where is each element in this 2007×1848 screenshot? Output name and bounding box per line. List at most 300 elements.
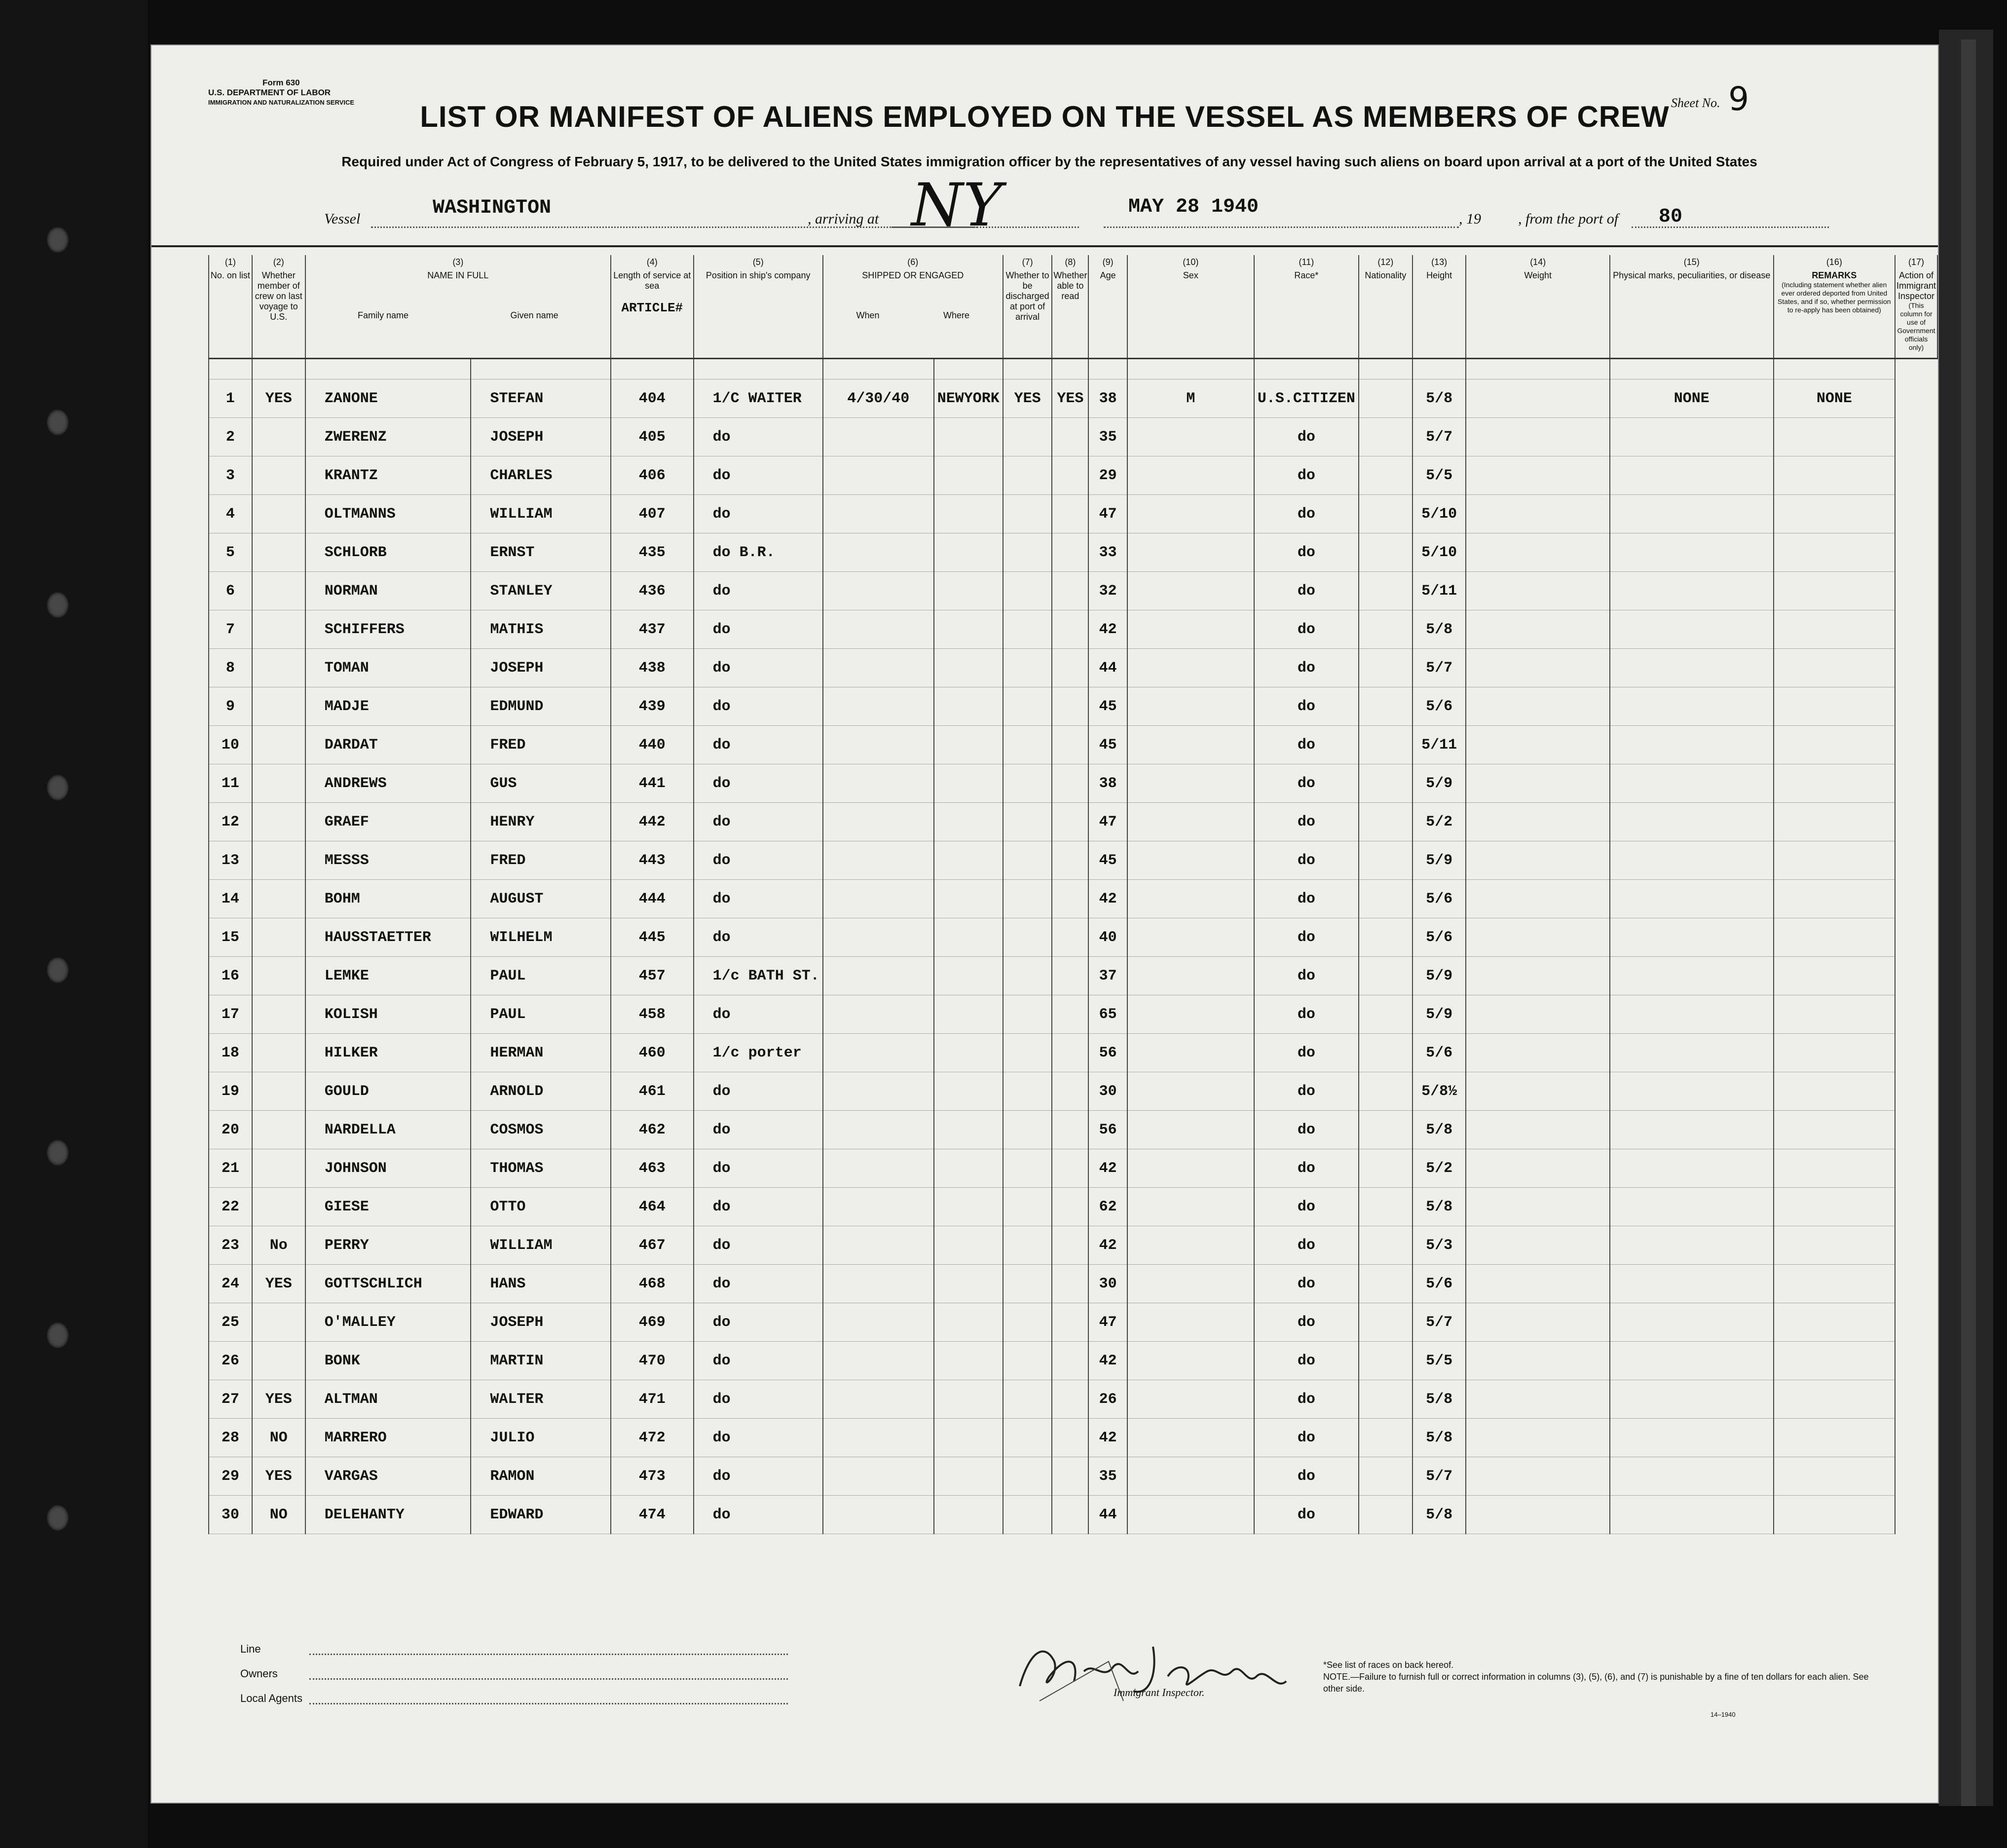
discharged-cell: [1003, 995, 1052, 1034]
height-cell: 5/8: [1412, 1188, 1466, 1226]
able-to-read-cell: [1052, 1419, 1088, 1457]
row-number: 10: [209, 726, 252, 764]
page-subtitle: Required under Act of Congress of February 5, 1917, to be delivered to the United States immigration officer by the representatives of any vessel having such aliens on board upon arrival at a port of the United States: [341, 154, 1757, 169]
position-cell: do: [694, 1226, 823, 1265]
able-to-read-cell: [1052, 841, 1088, 880]
position-cell: do: [694, 649, 823, 687]
local-agents-field: [240, 1686, 302, 1711]
physical-marks-cell: [1610, 957, 1774, 995]
height-cell: 5/2: [1412, 803, 1466, 841]
physical-marks-cell: [1610, 1149, 1774, 1188]
service-length-cell: 437: [611, 610, 694, 649]
family-name-cell: O'MALLEY: [305, 1303, 471, 1342]
height-cell: 5/8: [1412, 1111, 1466, 1149]
family-name-cell: HILKER: [305, 1034, 471, 1072]
discharged-cell: [1003, 687, 1052, 726]
able-to-read-cell: [1052, 418, 1088, 456]
service-length-cell: 443: [611, 841, 694, 880]
table-row: [209, 995, 1937, 1034]
age-cell: 56: [1088, 1111, 1127, 1149]
physical-marks-cell: [1610, 610, 1774, 649]
remarks-cell: [1774, 1265, 1895, 1303]
family-name-cell: JOHNSON: [305, 1149, 471, 1188]
nationality-cell: [1359, 1419, 1412, 1457]
last-voyage-cell: [252, 610, 305, 649]
last-voyage-cell: [252, 726, 305, 764]
remarks-cell: [1774, 572, 1895, 610]
row-number: 9: [209, 687, 252, 726]
family-name-cell: ZANONE: [305, 379, 471, 418]
family-name-cell: PERRY: [305, 1226, 471, 1265]
form-number: Form 630: [262, 78, 300, 87]
manifest-sheet: [150, 44, 1939, 1804]
family-name-cell: GRAEF: [305, 803, 471, 841]
nationality-cell: [1359, 1188, 1412, 1226]
age-cell: 42: [1088, 1149, 1127, 1188]
discharged-cell: [1003, 495, 1052, 533]
sex-cell: [1127, 841, 1254, 880]
family-name-cell: MARRERO: [305, 1419, 471, 1457]
shipped-when-cell: [823, 610, 934, 649]
last-voyage-cell: [252, 418, 305, 456]
shipped-where-cell: [934, 1303, 1003, 1342]
physical-marks-cell: [1610, 1303, 1774, 1342]
shipped-when-cell: [823, 957, 934, 995]
row-number: 8: [209, 649, 252, 687]
remarks-cell: [1774, 841, 1895, 880]
race-cell: do: [1254, 1111, 1359, 1149]
physical-marks-cell: [1610, 456, 1774, 495]
given-name-cell: STANLEY: [471, 572, 610, 610]
height-cell: 5/8½: [1412, 1072, 1466, 1111]
shipped-where-cell: [934, 1111, 1003, 1149]
height-cell: 5/8: [1412, 1496, 1466, 1534]
race-cell: do: [1254, 1303, 1359, 1342]
shipped-where-cell: [934, 957, 1003, 995]
height-cell: 5/9: [1412, 995, 1466, 1034]
inspector-note: (This column for use of Government officials only): [1897, 302, 1935, 351]
line-label: Line: [240, 1643, 261, 1655]
service-length-cell: 441: [611, 764, 694, 803]
shipped-where-cell: [934, 880, 1003, 918]
age-cell: 56: [1088, 1034, 1127, 1072]
remarks-cell: [1774, 918, 1895, 957]
shipped-where-cell: NEWYORK: [934, 379, 1003, 418]
remarks-cell: [1774, 495, 1895, 533]
nationality-cell: [1359, 495, 1412, 533]
given-name-cell: PAUL: [471, 957, 610, 995]
column-header-read: (8) Whether able to read: [1052, 255, 1088, 359]
table-row: [209, 1342, 1937, 1380]
shipped-when-cell: 4/30/40: [823, 379, 934, 418]
position-cell: do: [694, 687, 823, 726]
shipped-when-cell: [823, 418, 934, 456]
race-cell: do: [1254, 1496, 1359, 1534]
shipped-when-cell: [823, 841, 934, 880]
age-cell: 47: [1088, 803, 1127, 841]
discharged-cell: [1003, 533, 1052, 572]
sex-cell: M: [1127, 379, 1254, 418]
race-cell: do: [1254, 1149, 1359, 1188]
service-length-cell: 473: [611, 1457, 694, 1496]
row-number: 1: [209, 379, 252, 418]
remarks-cell: [1774, 687, 1895, 726]
last-voyage-cell: [252, 1303, 305, 1342]
service-length-cell: 468: [611, 1265, 694, 1303]
given-name-cell: ERNST: [471, 533, 610, 572]
shipped-where-cell: [934, 418, 1003, 456]
remarks-cell: [1774, 764, 1895, 803]
position-cell: do: [694, 495, 823, 533]
height-cell: 5/6: [1412, 918, 1466, 957]
service-length-cell: 457: [611, 957, 694, 995]
discharged-cell: [1003, 610, 1052, 649]
age-cell: 44: [1088, 1496, 1127, 1534]
service-length-cell: 458: [611, 995, 694, 1034]
age-cell: 37: [1088, 957, 1127, 995]
shipped-where-cell: [934, 1342, 1003, 1380]
row-number: 28: [209, 1419, 252, 1457]
row-number: 21: [209, 1149, 252, 1188]
position-cell: 1/C WAITER: [694, 379, 823, 418]
nationality-cell: [1359, 1034, 1412, 1072]
service-length-cell: 470: [611, 1342, 694, 1380]
punch-hole: [47, 592, 69, 618]
row-number: 26: [209, 1342, 252, 1380]
sex-cell: [1127, 1072, 1254, 1111]
table-row: [209, 1380, 1937, 1419]
race-note: *See list of races on back hereof.: [1323, 1660, 1454, 1670]
service-length-cell: 460: [611, 1034, 694, 1072]
given-name-cell: WILLIAM: [471, 1226, 610, 1265]
last-voyage-cell: [252, 533, 305, 572]
race-cell: do: [1254, 1380, 1359, 1419]
position-cell: do: [694, 764, 823, 803]
able-to-read-cell: [1052, 1149, 1088, 1188]
service-length-cell: 469: [611, 1303, 694, 1342]
shipped-where-cell: [934, 495, 1003, 533]
remarks-cell: [1774, 803, 1895, 841]
weight-cell: [1466, 1034, 1609, 1072]
family-name-cell: BOHM: [305, 880, 471, 918]
sex-cell: [1127, 1226, 1254, 1265]
nationality-cell: [1359, 649, 1412, 687]
last-voyage-cell: [252, 1149, 305, 1188]
service-length-cell: 464: [611, 1188, 694, 1226]
last-voyage-cell: [252, 918, 305, 957]
given-name-cell: EDMUND: [471, 687, 610, 726]
punch-hole: [47, 957, 69, 983]
given-name-cell: PAUL: [471, 995, 610, 1034]
remarks-cell: [1774, 880, 1895, 918]
table-row: [209, 1303, 1937, 1342]
given-name-cell: COSMOS: [471, 1111, 610, 1149]
sex-cell: [1127, 1457, 1254, 1496]
nationality-cell: [1359, 841, 1412, 880]
shipped-where-cell: [934, 1380, 1003, 1419]
given-name-cell: GUS: [471, 764, 610, 803]
last-voyage-cell: YES: [252, 1457, 305, 1496]
given-name-cell: WILLIAM: [471, 495, 610, 533]
row-number: 3: [209, 456, 252, 495]
age-cell: 38: [1088, 764, 1127, 803]
last-voyage-cell: [252, 572, 305, 610]
race-cell: do: [1254, 1034, 1359, 1072]
table-row: [209, 418, 1937, 456]
service-length-cell: 445: [611, 918, 694, 957]
shipped-when-cell: [823, 572, 934, 610]
shipped-where-cell: [934, 803, 1003, 841]
height-cell: 5/5: [1412, 1342, 1466, 1380]
physical-marks-cell: [1610, 1034, 1774, 1072]
shipped-when-cell: [823, 649, 934, 687]
row-number: 24: [209, 1265, 252, 1303]
weight-cell: [1466, 1457, 1609, 1496]
weight-cell: [1466, 533, 1609, 572]
weight-cell: [1466, 726, 1609, 764]
position-cell: do: [694, 918, 823, 957]
remarks-cell: [1774, 1496, 1895, 1534]
last-voyage-cell: [252, 1072, 305, 1111]
vessel-line: [324, 171, 1656, 240]
sheet-number: 9: [1728, 80, 1749, 118]
nationality-cell: [1359, 1342, 1412, 1380]
remarks-cell: [1774, 1380, 1895, 1419]
service-length-cell: 435: [611, 533, 694, 572]
punch-hole: [47, 1322, 69, 1348]
physical-marks-cell: [1610, 841, 1774, 880]
sex-cell: [1127, 456, 1254, 495]
sex-cell: [1127, 533, 1254, 572]
last-voyage-cell: NO: [252, 1496, 305, 1534]
last-voyage-cell: [252, 495, 305, 533]
remarks-cell: [1774, 726, 1895, 764]
height-cell: 5/8: [1412, 610, 1466, 649]
nationality-cell: [1359, 687, 1412, 726]
shipped-where-cell: [934, 456, 1003, 495]
age-cell: 26: [1088, 1380, 1127, 1419]
race-cell: do: [1254, 880, 1359, 918]
family-name-cell: BONK: [305, 1342, 471, 1380]
sex-cell: [1127, 495, 1254, 533]
physical-marks-cell: [1610, 918, 1774, 957]
shipped-when-cell: [823, 880, 934, 918]
service-length-cell: 471: [611, 1380, 694, 1419]
able-to-read-cell: [1052, 1303, 1088, 1342]
weight-cell: [1466, 687, 1609, 726]
able-to-read-cell: [1052, 456, 1088, 495]
shipped-where-cell: [934, 1226, 1003, 1265]
service-length-cell: 436: [611, 572, 694, 610]
binder-strip: [0, 0, 148, 1848]
service-length-cell: 472: [611, 1419, 694, 1457]
row-number: 11: [209, 764, 252, 803]
able-to-read-cell: [1052, 995, 1088, 1034]
height-cell: 5/7: [1412, 1303, 1466, 1342]
able-to-read-cell: [1052, 610, 1088, 649]
row-number: 12: [209, 803, 252, 841]
position-cell: 1/c porter: [694, 1034, 823, 1072]
race-cell: do: [1254, 1419, 1359, 1457]
given-name-cell: FRED: [471, 726, 610, 764]
subheader-given-name: Given name: [510, 310, 558, 320]
weight-cell: [1466, 456, 1609, 495]
sex-cell: [1127, 995, 1254, 1034]
table-row: [209, 456, 1937, 495]
age-cell: 30: [1088, 1265, 1127, 1303]
race-cell: do: [1254, 610, 1359, 649]
nationality-cell: [1359, 1457, 1412, 1496]
given-name-cell: THOMAS: [471, 1149, 610, 1188]
weight-cell: [1466, 1265, 1609, 1303]
shipped-when-cell: [823, 1149, 934, 1188]
remarks-cell: [1774, 1034, 1895, 1072]
table-row: [209, 726, 1937, 764]
height-cell: 5/9: [1412, 957, 1466, 995]
shipped-where-cell: [934, 572, 1003, 610]
age-cell: 42: [1088, 880, 1127, 918]
height-cell: 5/8: [1412, 379, 1466, 418]
physical-marks-cell: [1610, 726, 1774, 764]
table-row: [209, 918, 1937, 957]
sex-cell: [1127, 418, 1254, 456]
position-cell: do: [694, 841, 823, 880]
physical-marks-cell: [1610, 687, 1774, 726]
table-row: [209, 572, 1937, 610]
weight-cell: [1466, 418, 1609, 456]
nationality-cell: [1359, 1072, 1412, 1111]
physical-marks-cell: [1610, 1380, 1774, 1419]
shipped-when-cell: [823, 1303, 934, 1342]
shipped-where-cell: [934, 764, 1003, 803]
remarks-cell: [1774, 1303, 1895, 1342]
able-to-read-cell: [1052, 495, 1088, 533]
table-header-row: [209, 255, 1937, 359]
discharged-cell: [1003, 957, 1052, 995]
given-name-cell: CHARLES: [471, 456, 610, 495]
row-number: 23: [209, 1226, 252, 1265]
table-row: [209, 687, 1937, 726]
shipped-where-cell: [934, 995, 1003, 1034]
given-name-cell: WILHELM: [471, 918, 610, 957]
nationality-cell: [1359, 1149, 1412, 1188]
column-header-no: (1) No. on list: [209, 255, 252, 359]
table-row: [209, 1265, 1937, 1303]
family-name-cell: NORMAN: [305, 572, 471, 610]
service-length-cell: 404: [611, 379, 694, 418]
table-row: [209, 649, 1937, 687]
age-cell: 45: [1088, 687, 1127, 726]
table-row: [209, 957, 1937, 995]
physical-marks-cell: [1610, 418, 1774, 456]
family-name-cell: DARDAT: [305, 726, 471, 764]
row-number: 20: [209, 1111, 252, 1149]
discharged-cell: [1003, 1226, 1052, 1265]
weight-cell: [1466, 995, 1609, 1034]
header-rule: [151, 245, 1938, 247]
from-port-number: 80: [1659, 206, 1683, 228]
able-to-read-cell: [1052, 572, 1088, 610]
weight-cell: [1466, 1419, 1609, 1457]
table-row: [209, 1149, 1937, 1188]
age-cell: 40: [1088, 918, 1127, 957]
sex-cell: [1127, 1380, 1254, 1419]
discharged-cell: [1003, 1149, 1052, 1188]
sex-cell: [1127, 880, 1254, 918]
last-voyage-cell: [252, 649, 305, 687]
physical-marks-cell: [1610, 1457, 1774, 1496]
race-cell: do: [1254, 572, 1359, 610]
remarks-cell: [1774, 1226, 1895, 1265]
shipped-where-cell: [934, 841, 1003, 880]
family-name-cell: MADJE: [305, 687, 471, 726]
age-cell: 44: [1088, 649, 1127, 687]
given-name-cell: MARTIN: [471, 1342, 610, 1380]
physical-marks-cell: [1610, 1188, 1774, 1226]
sex-cell: [1127, 610, 1254, 649]
position-cell: do: [694, 610, 823, 649]
nationality-cell: [1359, 456, 1412, 495]
shipped-when-cell: [823, 533, 934, 572]
able-to-read-cell: [1052, 1188, 1088, 1226]
race-cell: do: [1254, 456, 1359, 495]
last-voyage-cell: [252, 841, 305, 880]
subheader-family-name: Family name: [358, 310, 409, 320]
table-row: [209, 764, 1937, 803]
given-name-cell: HERMAN: [471, 1034, 610, 1072]
nationality-cell: [1359, 726, 1412, 764]
shipped-where-cell: [934, 1072, 1003, 1111]
sex-cell: [1127, 726, 1254, 764]
given-name-cell: HANS: [471, 1265, 610, 1303]
weight-cell: [1466, 1226, 1609, 1265]
weight-cell: [1466, 379, 1609, 418]
family-name-cell: VARGAS: [305, 1457, 471, 1496]
last-voyage-cell: [252, 803, 305, 841]
nationality-cell: [1359, 379, 1412, 418]
race-cell: do: [1254, 803, 1359, 841]
race-cell: do: [1254, 687, 1359, 726]
last-voyage-cell: [252, 1188, 305, 1226]
able-to-read-cell: [1052, 533, 1088, 572]
signature-caption: Immigrant Inspector.: [1114, 1686, 1205, 1698]
physical-marks-cell: [1610, 649, 1774, 687]
given-name-cell: JOSEPH: [471, 418, 610, 456]
sex-cell: [1127, 1111, 1254, 1149]
position-cell: do: [694, 726, 823, 764]
nationality-cell: [1359, 572, 1412, 610]
weight-cell: [1466, 1072, 1609, 1111]
able-to-read-cell: [1052, 1457, 1088, 1496]
column-header-remarks: (16) REMARKS (Including statement whether alien ever ordered deported from United States, and if so, whether permission to re-apply has been obtained): [1774, 255, 1895, 359]
discharged-cell: [1003, 918, 1052, 957]
table-row: [209, 533, 1937, 572]
able-to-read-cell: [1052, 764, 1088, 803]
weight-cell: [1466, 957, 1609, 995]
age-cell: 30: [1088, 1072, 1127, 1111]
local-agents-label: Local Agents: [240, 1692, 302, 1704]
discharged-cell: [1003, 1419, 1052, 1457]
row-number: 16: [209, 957, 252, 995]
physical-marks-cell: [1610, 764, 1774, 803]
column-header-position: (5) Position in ship's company: [694, 255, 823, 359]
punch-hole: [47, 1505, 69, 1531]
able-to-read-cell: [1052, 880, 1088, 918]
able-to-read-cell: [1052, 1034, 1088, 1072]
row-number: 7: [209, 610, 252, 649]
last-voyage-cell: [252, 687, 305, 726]
nationality-cell: [1359, 995, 1412, 1034]
